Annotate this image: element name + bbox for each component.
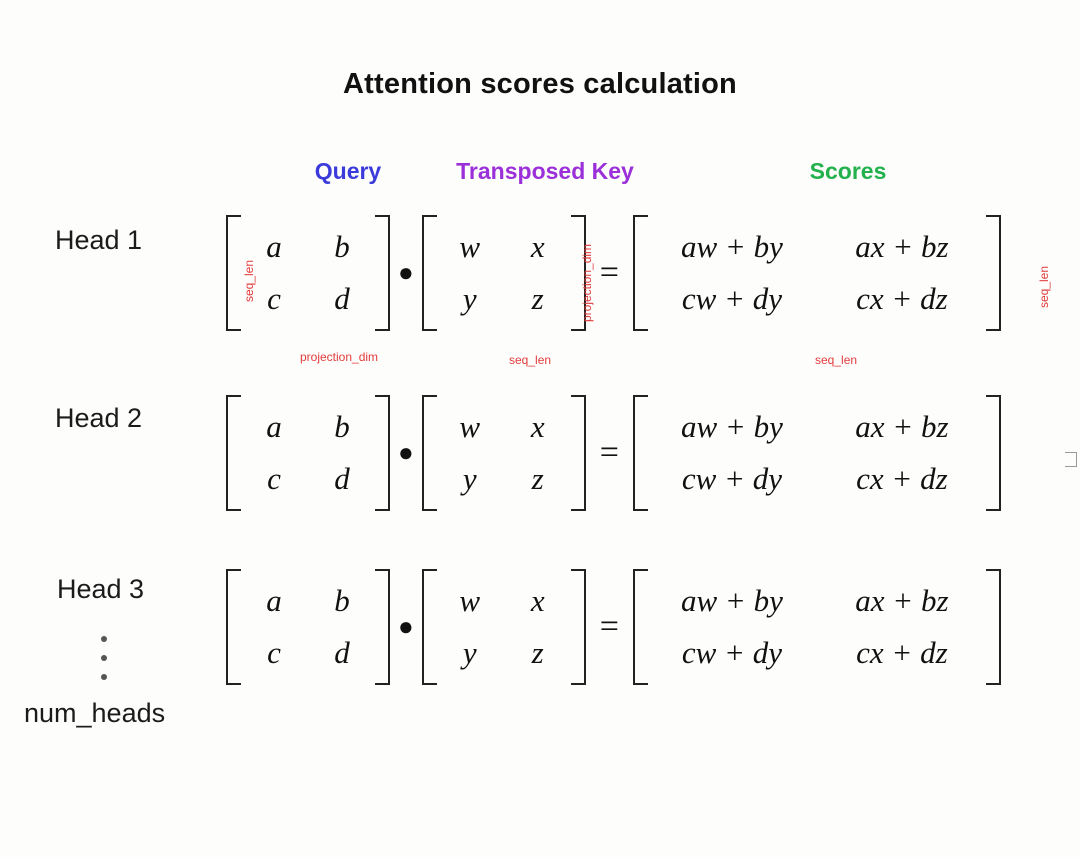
- matrix-cell: b: [334, 583, 350, 618]
- matrix-cell: d: [334, 281, 350, 316]
- matrix-cell: c: [267, 281, 281, 316]
- column-header-query: Query: [314, 158, 382, 184]
- row-label-num-heads: num_heads: [24, 698, 166, 728]
- matrix-cell: ax + bz: [855, 583, 949, 618]
- matrix-cell: y: [462, 281, 477, 316]
- dot-product-operator: ●: [398, 258, 414, 287]
- matrix-cell: z: [531, 461, 544, 496]
- edge-marker: [1065, 452, 1077, 467]
- matrix-cell: aw + by: [680, 583, 783, 618]
- equals-operator: =: [599, 434, 619, 471]
- equation-row-head-2: [222, 378, 1005, 528]
- matrix-cell: z: [531, 281, 544, 316]
- matrix-cell: a: [266, 583, 282, 618]
- dimension-label-key-rows: projection_dim: [580, 243, 594, 322]
- matrix-query-head-2: [226, 395, 390, 511]
- column-header-transposed-key: Transposed Key: [456, 158, 634, 184]
- matrix-cell: ax + bz: [855, 409, 949, 444]
- matrix-cell: cw + dy: [681, 635, 782, 670]
- matrix-cell: ax + bz: [855, 229, 949, 264]
- matrix-cell: w: [459, 409, 481, 444]
- matrix-cell: x: [530, 409, 545, 444]
- dot-product-operator: ●: [398, 438, 414, 467]
- matrix-cell: b: [334, 229, 350, 264]
- dimension-label-scores-rows: seq_len: [1037, 265, 1051, 308]
- matrix-scores-head-1: [633, 215, 1001, 331]
- matrix-scores-head-3: [633, 569, 1001, 685]
- matrix-cell: d: [334, 461, 350, 496]
- matrix-cell: d: [334, 635, 350, 670]
- dot-product-operator: ●: [398, 612, 414, 641]
- dimension-label-query-cols: projection_dim: [300, 350, 379, 364]
- matrix-cell: x: [530, 583, 545, 618]
- matrix-cell: w: [459, 229, 481, 264]
- matrix-cell: c: [267, 461, 281, 496]
- matrix-cell: y: [462, 635, 477, 670]
- dimension-label-query-rows: seq_len: [242, 259, 256, 302]
- equals-operator: =: [599, 254, 619, 291]
- dimension-label-scores-cols: seq_len: [815, 353, 858, 367]
- matrix-cell: w: [459, 583, 481, 618]
- matrix-cell: a: [266, 409, 282, 444]
- matrix-cell: x: [530, 229, 545, 264]
- equals-operator: =: [599, 608, 619, 645]
- matrix-cell: c: [267, 635, 281, 670]
- matrix-cell: cw + dy: [681, 281, 782, 316]
- matrix-transposed-key-head-3: [422, 569, 586, 685]
- matrix-cell: aw + by: [680, 229, 783, 264]
- matrix-cell: a: [266, 229, 282, 264]
- page-title: Attention scores calculation: [343, 68, 737, 100]
- vertical-ellipsis-icon: [99, 636, 109, 680]
- row-label-head-1: Head 1: [55, 225, 143, 255]
- matrix-cell: cx + dz: [856, 635, 948, 670]
- matrix-cell: cw + dy: [681, 461, 782, 496]
- matrix-cell: b: [334, 409, 350, 444]
- matrix-transposed-key-head-1: [422, 215, 586, 331]
- matrix-cell: z: [531, 635, 544, 670]
- equation-row-head-3: [222, 552, 1005, 702]
- row-label-head-3: Head 3: [57, 574, 145, 604]
- matrix-transposed-key-head-2: [422, 395, 586, 511]
- column-header-scores: Scores: [809, 158, 887, 184]
- matrix-cell: aw + by: [680, 409, 783, 444]
- row-label-head-2: Head 2: [55, 403, 143, 433]
- dimension-label-key-cols: seq_len: [509, 353, 552, 367]
- matrix-cell: y: [462, 461, 477, 496]
- equation-row-head-1: [222, 198, 1005, 348]
- matrix-query-head-3: [226, 569, 390, 685]
- matrix-cell: cx + dz: [856, 281, 948, 316]
- matrix-cell: cx + dz: [856, 461, 948, 496]
- matrix-scores-head-2: [633, 395, 1001, 511]
